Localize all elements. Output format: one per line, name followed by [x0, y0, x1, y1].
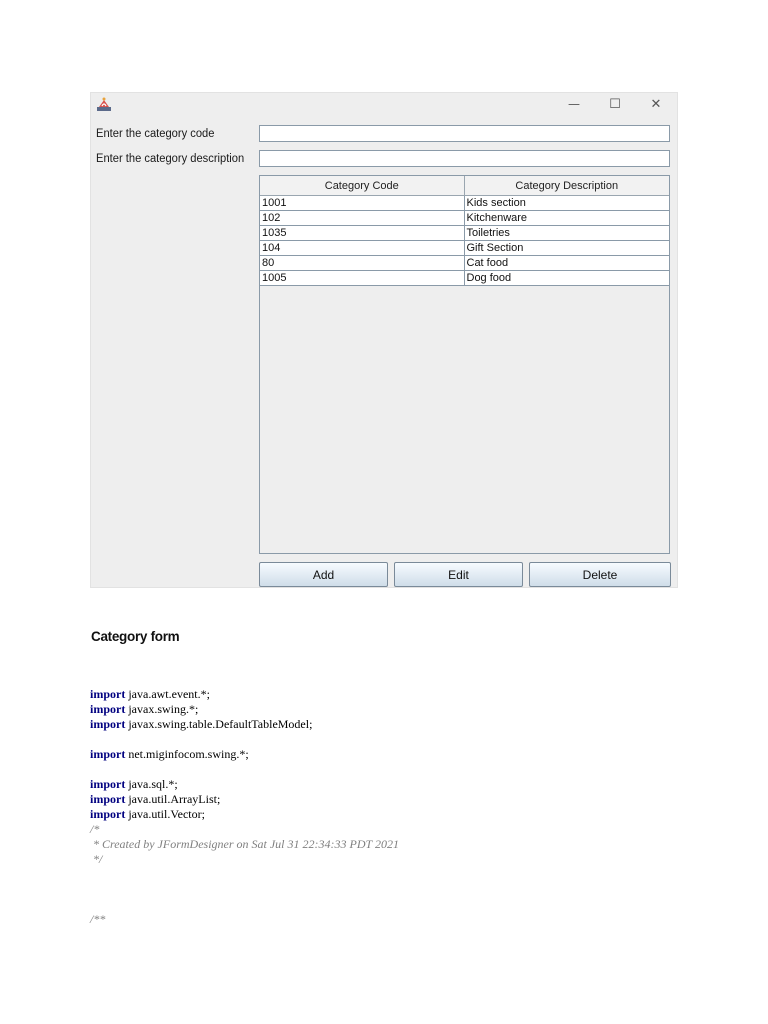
- close-button[interactable]: ✕: [650, 96, 662, 112]
- document-caption: Category form: [91, 629, 180, 644]
- code-text: java.sql.*;: [125, 777, 178, 791]
- code-line: [90, 837, 690, 852]
- cell-category-code[interactable]: 1035: [260, 226, 464, 241]
- cell-category-description[interactable]: Dog food: [464, 271, 669, 286]
- title-bar[interactable]: [91, 93, 677, 117]
- category-description-input[interactable]: [259, 150, 670, 167]
- code-line: [90, 762, 690, 777]
- column-header-category-code[interactable]: Category Code: [260, 176, 464, 196]
- code-line: [90, 717, 690, 732]
- category-table: [260, 176, 669, 286]
- code-line: [90, 702, 690, 717]
- cell-category-description[interactable]: Cat food: [464, 256, 669, 271]
- java-app-icon: [96, 96, 112, 112]
- column-header-category-description[interactable]: Category Description: [464, 176, 669, 196]
- code-keyword: import: [90, 792, 126, 806]
- category-form-window: [90, 92, 678, 588]
- add-button[interactable]: Add: [259, 562, 388, 587]
- cell-category-code[interactable]: 1001: [260, 196, 464, 211]
- maximize-button[interactable]: ☐: [609, 96, 621, 112]
- code-text: java.awt.event.*;: [125, 687, 210, 701]
- minimize-button[interactable]: —: [568, 97, 580, 111]
- code-keyword: import: [90, 807, 126, 821]
- category-code-label: Enter the category code: [96, 128, 215, 140]
- table-row[interactable]: [260, 226, 669, 241]
- cell-category-code[interactable]: 102: [260, 211, 464, 226]
- table-row[interactable]: [260, 241, 669, 256]
- code-text: java.util.ArrayList;: [125, 792, 221, 806]
- code-line: [90, 882, 690, 897]
- code-listing: [90, 687, 690, 927]
- code-keyword: import: [90, 702, 126, 716]
- cell-category-code[interactable]: 1005: [260, 271, 464, 286]
- code-keyword: import: [90, 747, 126, 761]
- code-comment: */: [90, 852, 103, 866]
- cell-category-description[interactable]: Kitchenware: [464, 211, 669, 226]
- code-line: [90, 912, 690, 927]
- table-row[interactable]: [260, 271, 669, 286]
- table-header-row: [260, 176, 669, 196]
- delete-button[interactable]: Delete: [529, 562, 671, 587]
- cell-category-description[interactable]: Kids section: [464, 196, 669, 211]
- category-description-label: Enter the category description: [96, 153, 245, 165]
- code-line: [90, 852, 690, 867]
- code-comment: /*: [90, 822, 100, 836]
- code-line: [90, 747, 690, 762]
- code-comment: /**: [90, 912, 106, 926]
- cell-category-description[interactable]: Gift Section: [464, 241, 669, 256]
- cell-category-code[interactable]: 80: [260, 256, 464, 271]
- code-text: java.util.Vector;: [125, 807, 205, 821]
- code-text: javax.swing.*;: [125, 702, 199, 716]
- code-comment: * Created by JFormDesigner on Sat Jul 31 22:34:33 PDT 2021: [90, 837, 399, 851]
- edit-button[interactable]: Edit: [394, 562, 523, 587]
- category-table-scrollpane[interactable]: [259, 175, 670, 554]
- code-text: javax.swing.table.DefaultTableModel;: [125, 717, 313, 731]
- table-row[interactable]: [260, 256, 669, 271]
- cell-category-description[interactable]: Toiletries: [464, 226, 669, 241]
- code-line: [90, 777, 690, 792]
- code-line: [90, 897, 690, 912]
- code-line: [90, 807, 690, 822]
- code-keyword: import: [90, 777, 126, 791]
- code-line: [90, 732, 690, 747]
- code-keyword: import: [90, 687, 126, 701]
- category-code-input[interactable]: [259, 125, 670, 142]
- code-line: [90, 687, 690, 702]
- table-row[interactable]: [260, 196, 669, 211]
- code-line: [90, 867, 690, 882]
- cell-category-code[interactable]: 104: [260, 241, 464, 256]
- code-keyword: import: [90, 717, 126, 731]
- code-line: [90, 792, 690, 807]
- table-row[interactable]: [260, 211, 669, 226]
- code-text: net.miginfocom.swing.*;: [125, 747, 249, 761]
- code-line: [90, 822, 690, 837]
